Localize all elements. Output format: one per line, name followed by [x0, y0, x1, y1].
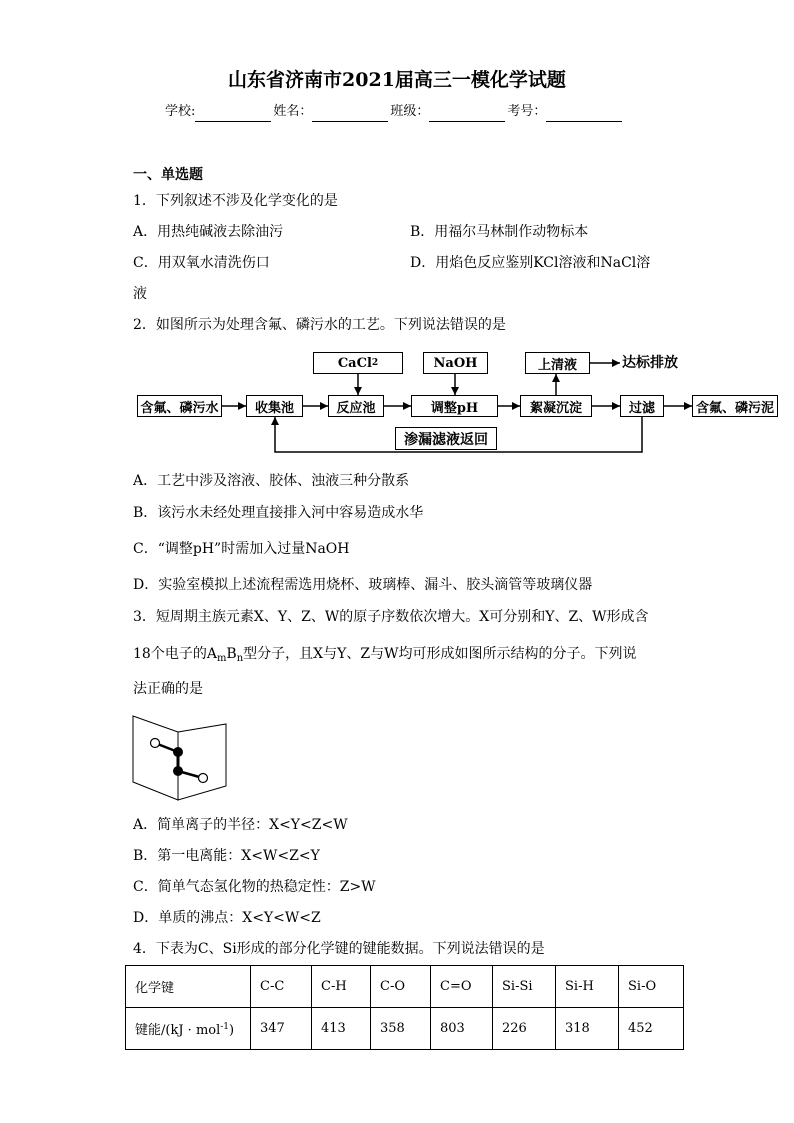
q3-stem-line-2-part-3: 型分子，且X与Y、Z与W均可形成如图所示结构的分子。下列说: [243, 646, 637, 662]
q3-stem-line-2-part-2: B: [226, 646, 237, 662]
bond-energy-table: [125, 965, 684, 1050]
flocculation-box: 絮凝沉淀: [520, 395, 592, 417]
q2-option-b: B．该污水未经处理直接排入河中容易造成水华: [133, 505, 424, 521]
naoh-box: NaOH: [423, 352, 488, 374]
name-label: 姓名：: [273, 104, 313, 119]
energy-label: 键能/(kJ · mol: [135, 1023, 221, 1038]
bond-cell: C-H: [312, 966, 371, 1008]
bond-cell: Si-Si: [493, 966, 556, 1008]
q3-option-b: B．第一电离能：X<W<Z<Y: [133, 848, 320, 864]
energy-cell: 413: [312, 1008, 371, 1050]
q3-stem-line-3: 法正确的是: [133, 681, 203, 697]
q1-option-d: D．用焰色反应鉴别KCl溶液和NaCl溶: [410, 255, 651, 271]
name-blank: [312, 105, 388, 122]
adjust-ph-box: 调整pH: [411, 395, 498, 417]
wastewater-process-flowchart: [130, 348, 784, 460]
q2-option-c: C．“调整pH”时需加入过量NaOH: [133, 541, 350, 557]
left-plane: [133, 716, 178, 800]
energy-label-superscript: -1: [220, 1022, 230, 1032]
school-label: 学校:: [165, 104, 196, 119]
q3-option-c: C．简单气态氢化物的热稳定性：Z>W: [133, 879, 376, 895]
number-label: 考号：: [507, 104, 547, 119]
q3-option-a: A．简单离子的半径：X<Y<Z<W: [133, 817, 348, 833]
q3-stem-line-2: [133, 644, 637, 664]
energy-cell: 318: [556, 1008, 619, 1050]
energy-cell: 347: [251, 1008, 312, 1050]
cacl2-label: CaCl: [337, 355, 372, 371]
supernatant-box: 上清液: [525, 352, 590, 374]
atom-top-black: [173, 747, 183, 757]
energy-cell: 358: [371, 1008, 431, 1050]
atom-bottom-black: [173, 766, 183, 776]
table-row-energies: [126, 1008, 684, 1050]
energy-cell: 452: [619, 1008, 684, 1050]
discharge-label: 达标排放: [622, 355, 678, 371]
subscript-m: m: [216, 653, 227, 664]
q1-option-a: A．用热纯碱液去除油污: [133, 224, 284, 240]
q3-stem-line-2-part-1: 18个电子的A: [133, 646, 217, 662]
filter-box: 过滤: [620, 395, 664, 417]
q1-stem: 1．下列叙述不涉及化学变化的是: [133, 193, 338, 209]
energy-cell: 226: [493, 1008, 556, 1050]
table-row-bonds: [126, 966, 684, 1008]
bond-cell: Si-H: [556, 966, 619, 1008]
energy-cell: 803: [431, 1008, 493, 1050]
q1-option-d-continuation: 液: [133, 286, 147, 302]
molecule-structure-figure: [130, 712, 230, 804]
q4-stem: 4．下表为C、Si形成的部分化学键的键能数据。下列说法错误的是: [133, 941, 545, 957]
exam-title: 山东省济南市2021届高三一模化学试题: [228, 69, 566, 91]
q2-option-a: A．工艺中涉及溶液、胶体、浊液三种分散系: [133, 473, 410, 489]
filtrate-return-box: 渗漏滤液返回: [395, 427, 497, 450]
class-blank: [429, 105, 505, 122]
wastewater-box: 含氟、磷污水: [137, 395, 222, 417]
right-plane: [178, 724, 226, 800]
q1-option-c: C．用双氧水清洗伤口: [133, 255, 270, 271]
energy-label-end: ): [229, 1023, 235, 1038]
number-blank: [546, 105, 622, 122]
reaction-tank-box: 反应池: [328, 395, 384, 417]
bond-cell: Si-O: [619, 966, 684, 1008]
class-label: 班级：: [390, 104, 430, 119]
q2-option-d: D．实验室模拟上述流程需选用烧杯、玻璃棒、漏斗、胶头滴管等玻璃仪器: [133, 577, 593, 593]
student-info-line: [165, 102, 624, 122]
atom-top-white: [151, 739, 160, 748]
bond-cell: C=O: [431, 966, 493, 1008]
energy-header-cell: [126, 1008, 251, 1050]
cacl2-box: CaCl 2: [313, 352, 403, 374]
q3-stem-line-1: 3．短周期主族元素X、Y、Z、W的原子序数依次增大。X可分别和Y、Z、W形成含: [133, 609, 649, 625]
bond-header-cell: 化学键: [126, 966, 251, 1008]
subscript-n: n: [236, 653, 244, 664]
bond-cell: C-C: [251, 966, 312, 1008]
bond-cell: C-O: [371, 966, 431, 1008]
collection-tank-box: 收集池: [246, 395, 303, 417]
school-blank: [195, 105, 271, 122]
sludge-box: 含氟、磷污泥: [692, 395, 778, 417]
q3-option-d: D．单质的沸点：X<Y<W<Z: [133, 910, 321, 926]
section-title: 一、单选题: [133, 167, 203, 183]
atom-bottom-white: [199, 774, 208, 783]
q2-stem: 2．如图所示为处理含氟、磷污水的工艺。下列说法错误的是: [133, 317, 506, 333]
q1-option-b: B．用福尔马林制作动物标本: [410, 224, 589, 240]
